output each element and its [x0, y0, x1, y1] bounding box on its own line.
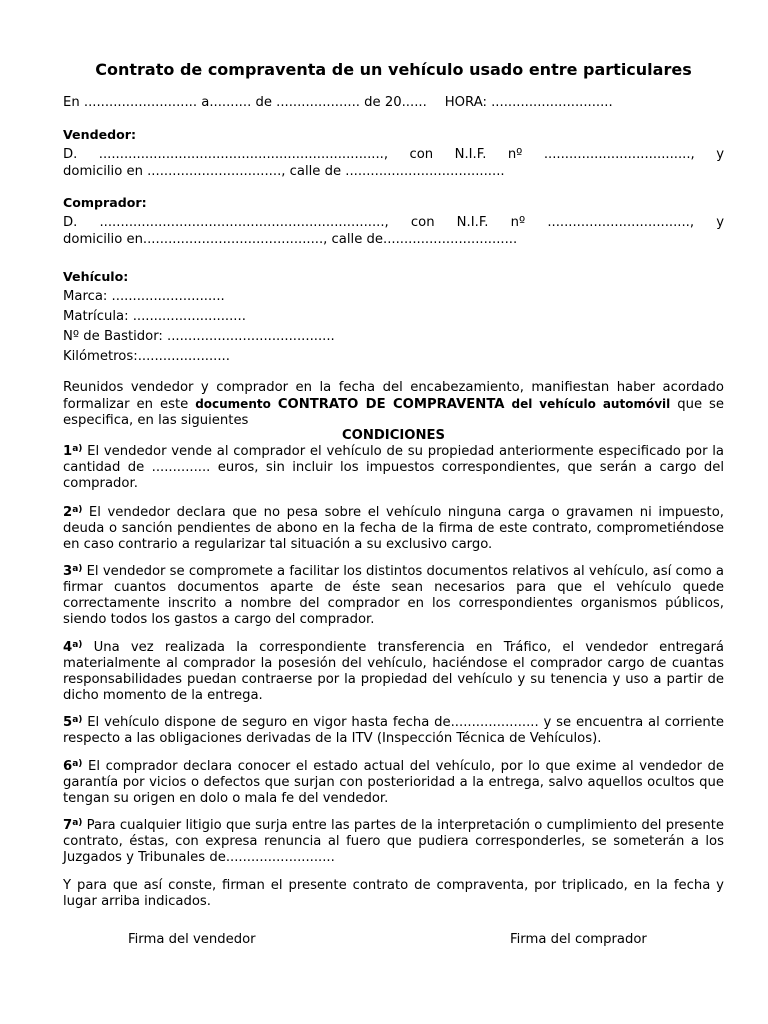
- condition-number: 5$^{a)}$: [63, 715, 83, 730]
- comprador-label: Comprador:: [63, 195, 147, 210]
- condition-1: [63, 444, 724, 492]
- condition-2: [63, 505, 724, 553]
- condition-number: 3$^{a)}$: [63, 564, 83, 579]
- kilometros-field: Kilómetros:......................: [63, 349, 230, 364]
- condition-4: [63, 640, 724, 704]
- condition-7: [63, 818, 724, 866]
- condition-5: [63, 715, 724, 747]
- condition-number: 2$^{a)}$: [63, 505, 83, 520]
- vehiculo-label: Vehículo:: [63, 269, 129, 284]
- marca-field: Marca: ...........................: [63, 289, 225, 304]
- comprador-line-2: domicilio en..........................................., calle de................................: [63, 232, 518, 247]
- condition-text: Una vez realizada la correspondiente transferencia en Tráfico, el vendedor entregará materialmente al comprador la posesión del vehículo, haciéndose el comprador cargo de cuantas responsabilidades puedan contraerse por la propiedad del vehículo y su tenencia y uso a partir de dicho momento de la entrega.: [63, 640, 724, 703]
- vendedor-line-2: domicilio en ................................, calle de ......................................: [63, 164, 505, 179]
- vehiculo-section: [63, 267, 724, 367]
- matricula-field: Matrícula: ...........................: [63, 309, 246, 324]
- condition-text: El comprador declara conocer el estado actual del vehículo, por lo que exime al vendedor de garantía por vicios o defectos que surjan con posterioridad a la entrega, salvo aquellos ocultos que tengan su origen en dolo o mala fe del vendedor.: [63, 759, 724, 806]
- place-date-field: En ........................... a.......... de .................... de 20......: [63, 95, 427, 110]
- hora-field: HORA: .............................: [444, 95, 613, 110]
- condition-3: [63, 564, 724, 628]
- condition-6: [63, 759, 724, 807]
- intro-paragraph: [63, 380, 724, 429]
- intro-bold-vehiculo: del vehículo automóvil: [511, 397, 671, 411]
- condition-text: El vendedor vende al comprador el vehículo de su propiedad anteriormente especificado por la cantidad de .............. euros, sin incluir los impuestos correspondientes, que serán a cargo del comprador.: [63, 444, 724, 491]
- condition-text: El vehículo dispone de seguro en vigor hasta fecha de..................... y se encuentra al corriente respecto a las obligaciones derivadas de la ITV (Inspección Técnica de Vehículos).: [63, 715, 724, 746]
- condition-number: 6$^{a)}$: [63, 759, 83, 774]
- vendedor-label: Vendedor:: [63, 127, 137, 142]
- condiciones-title: CONDICIONES: [341, 428, 446, 443]
- closing-paragraph: Y para que así conste, firman el presente contrato de compraventa, por triplicado, en la fecha y lugar arriba indicados.: [63, 878, 724, 909]
- condition-number: 1$^{a)}$: [63, 444, 83, 459]
- condition-text: El vendedor se compromete a facilitar los distintos documentos relativos al vehículo, así como a firmar cuantos documentos aparte de éste sean necesarios para que el vehículo quede correctamente inscrito a nombre del comprador en los correspondientes organismos públicos, siendo todos los gastos a cargo del comprador.: [63, 564, 724, 627]
- condition-number: 7$^{a)}$: [63, 818, 83, 833]
- comprador-line-1: D. ...................................................................., con N.I.F. nº .................................., y: [63, 215, 724, 230]
- bastidor-field: Nº de Bastidor: ........................................: [63, 329, 335, 344]
- condition-number: 4$^{a)}$: [63, 640, 83, 655]
- firma-comprador: Firma del comprador: [510, 932, 647, 947]
- document-title: Contrato de compraventa de un vehículo usado entre particulares: [95, 60, 692, 79]
- condition-text: El vendedor declara que no pesa sobre el vehículo ninguna carga o gravamen ni impuesto, deuda o sanción pendientes de abono en la fecha de la firma de este contrato, comprometiéndose en caso contrario a regularizar tal situación a su exclusivo cargo.: [63, 505, 724, 552]
- intro-text: Reunidos vendedor y comprador en la fecha del encabezamiento, manifiestan haber acordado formalizar en este: [63, 380, 724, 412]
- firma-vendedor: Firma del vendedor: [128, 932, 256, 947]
- comprador-section: [63, 195, 724, 248]
- intro-text-end: que se especifica, en las siguientes: [63, 397, 725, 428]
- intro-bold-contrato: CONTRATO DE COMPRAVENTA: [277, 397, 505, 412]
- condition-text: Para cualquier litigio que surja entre las partes de la interpretación o cumplimiento del presente contrato, éstas, con expresa renuncia al fuero que pudiera corresponderles, se someterán a los Juzgados y Tribunales de..........................: [63, 818, 724, 865]
- vendedor-line-1: D. ...................................................................., con N.I.F. nº ..................................., y: [63, 147, 724, 162]
- intro-bold-documento: documento: [195, 397, 271, 411]
- header-line: [63, 95, 724, 111]
- vendedor-section: [63, 127, 724, 180]
